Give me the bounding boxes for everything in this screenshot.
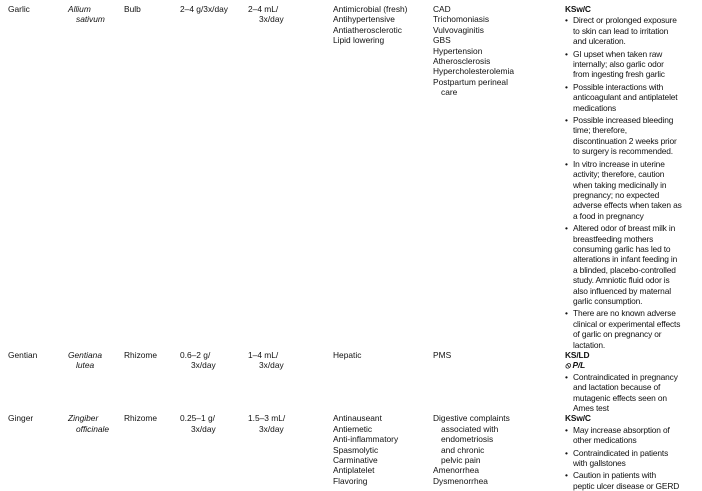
action-item: Anti-inflammatory [333,434,399,445]
bullet-line: a food in pregnancy [573,210,644,221]
dose-line: 3x/day [259,423,284,434]
safety-bullet [565,470,702,491]
bullet-line: and ulceration. [573,36,626,47]
herb-name: Gentian [8,350,38,360]
bullet-line: • GI upset when taken raw [573,48,663,59]
action-item: Spasmolytic [333,444,379,455]
indication-item: Atherosclerosis [433,56,491,67]
bullet-line: study. Amniotic fluid odor is [573,275,670,286]
plant-part: Rhizome [124,350,158,360]
latin-name [68,350,124,371]
safety-notes [565,4,702,350]
plant-part: Bulb [124,4,141,14]
action-item: Antihypertensive [333,14,395,25]
indications [433,350,565,360]
indication-item: pelvic pain [441,455,481,466]
dose-line: 0.25–1 g/ [180,413,215,424]
indication-item: and chronic [441,444,485,455]
bullet-line: alterations in infant feeding in [573,254,678,265]
actions [333,350,433,360]
dose-dried [180,413,248,434]
indication-item: Hypertension [433,45,483,56]
action-item: Antiatherosclerotic [333,24,402,35]
bullet-line: garlic consumption. [573,295,643,306]
latin-name-line: officinale [76,423,110,434]
dose-tincture [248,413,333,434]
bullet-line: lactation. [573,339,606,350]
bullet-line: a blinded, placebo-controlled [573,264,676,275]
action-item: Lipid lowering [333,35,385,46]
action-item: Antimicrobial (fresh) [333,4,408,14]
latin-name-line: lutea [76,360,95,371]
safety-bullet [565,308,702,350]
dose-line: 1–4 mL/ [248,350,279,360]
indication-item: Hypercholesterolemia [433,66,514,77]
bullet-line: pregnancy; no expected [573,189,660,200]
safety-code: KS/LD [565,350,590,360]
bullet-line: to skin can lead to irritation [573,25,669,36]
indication-item: GBS [433,35,451,46]
latin-name-line: sativum [76,14,105,25]
dose-dried [180,350,248,371]
safety-code: KSw/C [565,413,591,424]
dose-tincture [248,350,333,371]
dose-dried [180,4,248,14]
bullet-line: other medications [573,435,637,446]
indication-item: endometriosis [441,434,494,445]
safety-code: KSw/C [565,4,591,14]
bullet-line: from ingesting fresh garlic [573,69,665,80]
bullet-line: activity; therefore, caution [573,169,665,180]
prohibition-note: ⦸ P/L [565,360,586,371]
actions [333,4,433,46]
bullet-line: breastfeeding mothers [573,233,654,244]
bullet-line: consuming garlic has led to [573,243,671,254]
safety-bullet [565,49,702,80]
table-row [0,413,702,491]
bullet-line: • Caution in patients with [573,470,656,481]
dose-line: 3x/day [191,360,216,371]
dose-line: 3x/day [259,360,284,371]
safety-bullet [565,15,702,46]
latin-name [68,413,124,434]
action-item: Antinauseant [333,413,382,424]
indication-item: Dysmenorrhea [433,475,488,486]
bullet-line: time; therefore, [573,125,627,136]
table-row [0,4,702,350]
safety-bullet [565,159,702,221]
bullet-line: internally; also garlic odor [573,59,664,70]
dose-line: 2–4 mL/ [248,4,279,14]
safety-bullet [565,115,702,157]
indications [433,413,565,486]
bullet-line: • In vitro increase in uterine [573,158,665,169]
indication-item: Digestive complaints [433,413,510,424]
dose-line: 3x/day [259,14,284,25]
safety-bullet [565,223,702,306]
action-item: Carminative [333,455,378,466]
dose-line: 0.6–2 g/ [180,350,211,360]
safety-notes [565,350,702,413]
bullet-line: to surgery is recommended. [573,146,673,157]
indication-item: CAD [433,4,451,14]
bullet-line: peptic ulcer disease or GERD [573,480,680,491]
herb-name: Ginger [8,413,34,424]
bullet-line: • Possible increased bleeding [573,115,674,126]
action-item: Hepatic [333,350,362,360]
plant-part: Rhizome [124,413,158,424]
latin-name-line: Gentiana [68,350,102,360]
bullet-line: clinical or experimental effects [573,318,681,329]
dose-line: 2–4 g/3x/day [180,4,228,14]
safety-notes [565,413,702,491]
safety-bullet [565,372,702,414]
indication-item: Postpartum perineal [433,76,508,87]
action-item: Flavoring [333,475,368,486]
bullet-line: medications [573,102,617,113]
indication-item: care [441,87,458,98]
indication-item: Vulvovaginitis [433,24,484,35]
safety-bullet [565,82,702,113]
bullet-line: Ames test [573,403,609,414]
indication-item: associated with [441,423,499,434]
latin-name-line: Allium [68,4,91,14]
herb-table [0,4,702,491]
indication-item: Trichomoniasis [433,14,490,25]
dose-tincture [248,4,333,25]
bullet-line: • May increase absorption of [573,424,670,435]
bullet-line: • Altered odor of breast milk in [573,223,676,234]
bullet-line: of garlic on pregnancy or [573,329,662,340]
latin-name [68,4,124,25]
action-item: Antiemetic [333,423,373,434]
bullet-line: when taking medicinally in [573,179,667,190]
dose-line: 3x/day [191,423,216,434]
bullet-line: also influenced by maternal [573,285,671,296]
indications [433,4,565,98]
herb-name: Garlic [8,4,30,14]
bullet-line: mutagenic effects seen on [573,392,667,403]
bullet-line: • Contraindicated in patients [573,447,669,458]
bullet-line: anticoagulant and antiplatelet [573,92,678,103]
bullet-line: • Contraindicated in pregnancy [573,371,678,382]
safety-bullet [565,448,702,469]
action-item: Antiplatelet [333,465,375,476]
bullet-line: • Possible interactions with [573,81,664,92]
safety-bullet [565,425,702,446]
bullet-line: • Direct or prolonged exposure [573,15,677,26]
bullet-line: • There are no known adverse [573,308,676,319]
bullet-line: discontinuation 2 weeks prior [573,135,677,146]
actions [333,413,433,486]
dose-line: 1.5–3 mL/ [248,413,286,424]
indication-item: PMS [433,350,452,360]
bullet-line: and lactation because of [573,382,661,393]
bullet-line: adverse effects when taken as [573,200,682,211]
latin-name-line: Zingiber [68,413,99,424]
bullet-line: with gallstones [573,458,626,469]
table-row [0,350,702,413]
indication-item: Amenorrhea [433,465,480,476]
